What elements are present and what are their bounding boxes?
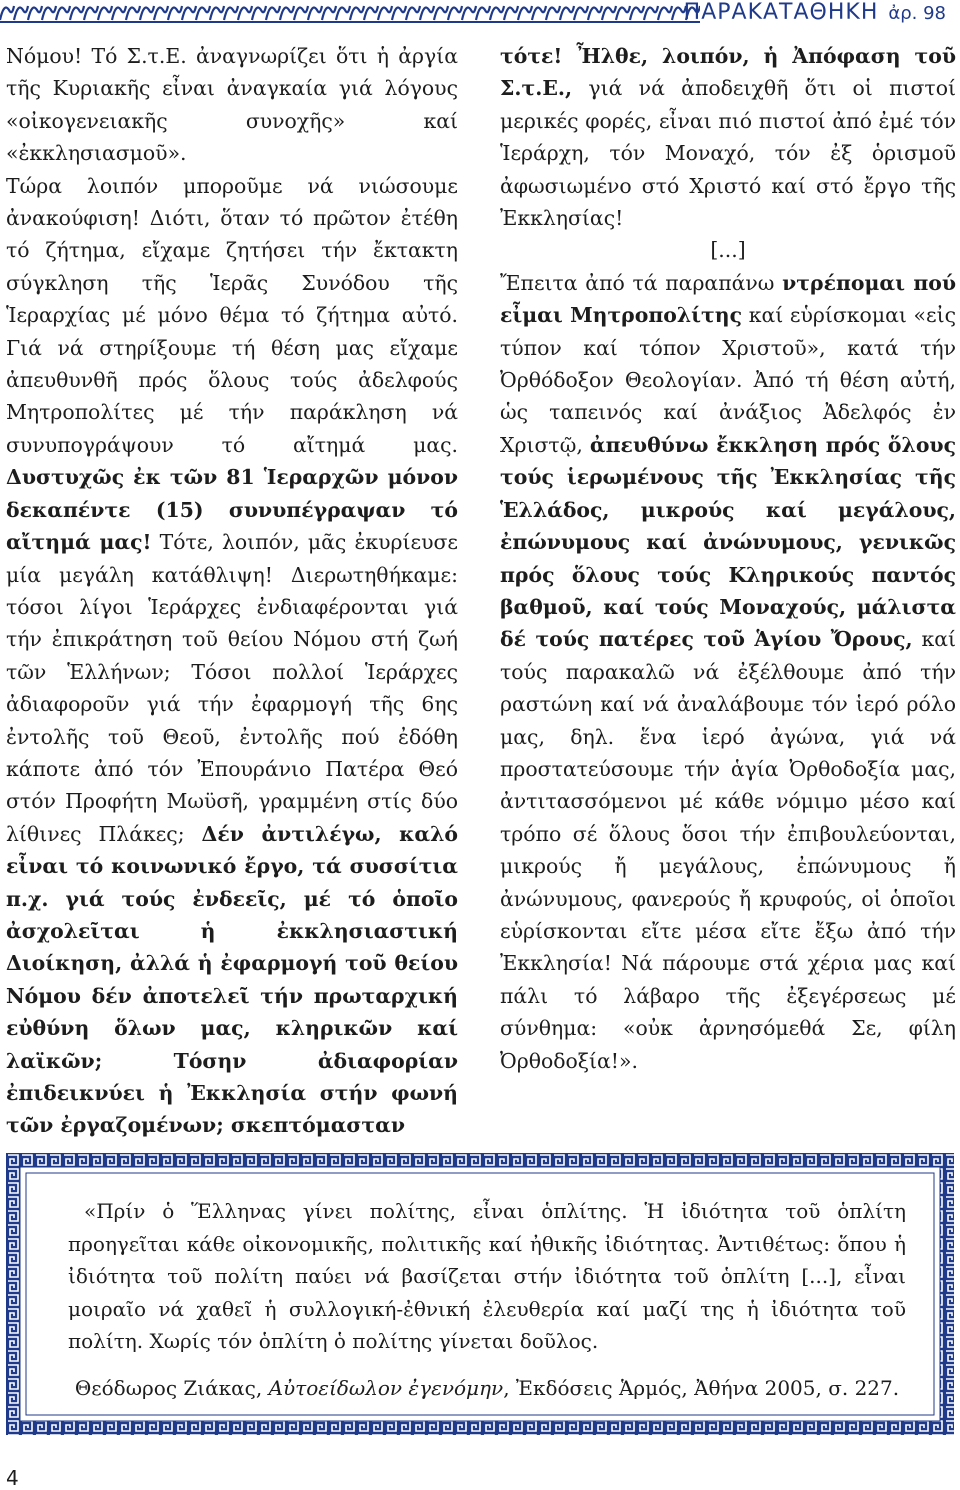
quote-text: «Πρίν ὁ Ἕλληνας γίνει πολίτης, εἶναι ὁπλίτης. Ἡ ἰδιότητα τοῦ ὁπλίτη προηγεῖται κάθε οἰκονομικῆς, πολιτικῆς καί ἠθικῆς ἰδιότητας. Ἀντιθέτως: ὅπου ἡ ἰδιότητα τοῦ πολίτη παύει νά βασίζεται στήν ἰδιότητα τοῦ ὁπλίτη [...], εἶναι μοιραῖο νά χαθεῖ ἡ συλλογική-ἐθνική ἐλευθερία καί μαζί της ἡ ἰδιότητα τοῦ πολίτη. Χωρίς τόν ὁπλίτη ὁ πολίτης γίνεται δοῦλος. xyxy=(68,1199,906,1354)
paragraph xyxy=(6,170,458,1142)
decorative-border-top xyxy=(0,0,700,24)
band-motif xyxy=(42,6,56,20)
band-motif xyxy=(616,6,630,20)
band-motif xyxy=(70,6,84,20)
bold-text: Δέν ἀντιλέγω, καλό εἶναι τό κοινωνικό ἔργο, τά συσσίτια π.χ. γιά τούς ἐνδεεῖς, μέ τό ὁποῖο ἀσχολεῖται ἡ ἐκκλησιαστική Διοίκηση, ἀλλά ἡ ἐφαρμογή τοῦ θείου Νόμου δέν ἀποτελεῖ τήν πρωταρχική εὐθύνη ὅλων μας, κληρικῶν καί λαϊκῶν; Τόσην ἀδιαφορίαν ἐπιδεικνύει ἡ Ἐκκλησία στήν φωνή τῶν ἐργαζομένων; σκεπτόμασταν xyxy=(6,821,459,1138)
band-motif xyxy=(210,6,224,20)
band-motif xyxy=(574,6,588,20)
page-number: 4 xyxy=(6,1466,19,1490)
band-motif xyxy=(490,6,504,20)
bold-text: ντρέπομαι πού εἶμαι Μητροπολίτης xyxy=(500,270,957,328)
text-run: Τώρα λοιπόν μποροῦμε νά νιώσουμε ἀνακούφιση! Διότι, ὅταν τό πρῶτον ἐτέθη τό ζήτημα, εἴχαμε ζητήσει τήν ἔκτακτη σύγκληση τῆς Ἱερᾶς Συνόδου τῆς Ἱεραρχίας μέ μόνο θέμα τό ζήτημα αὐτό. Γιά νά στηρίξουμε τή θέση μας εἴχαμε ἀπευθυνθῆ πρός ὅλους τούς ἀδελφούς Μητροπολίτες μέ τήν παράκληση νά συνυπογράψουν τό αἴτημά μας. xyxy=(6,173,458,457)
band-motif xyxy=(434,6,448,20)
band-motif xyxy=(392,6,406,20)
magazine-title: ΠΑΡΑΚΑΤΑΘΗΚΗ xyxy=(683,0,879,25)
text-run: καί τούς παρακαλῶ νά ἐξέλθουμε ἀπό τήν ραστώνη καί νά ἀναλάβουμε τόν ἱερό ρόλο μας, δηλ. ἕνα ἱερό ἀγώνα, γιά νά προστατεύσουμε τήν ἁγία Ὀρθοδοξία μας, ἀντιτασσόμενοι μέ κάθε νόμιμο μέσο καί τρόπο σέ ὅλους ὅσοι τήν ἐπιβουλεύονται, μικρούς ἤ μεγάλους, ἐπώνυμους ἤ ἀνώνυμους, φανερούς ἤ κρυφούς, οἱ ὁποῖοι εὑρίσκονται εἴτε μέσα εἴτε ἔξω ἀπό τήν Ἐκκλησία! Νά πάρουμε στά χέρια μας καί πάλι τό λάβαρο τῆς ἐξεγέρσεως μέ σύνθημα: «οὐκ ἀρνησόμεθά Σε, φίλη Ὀρθοδοξία!». xyxy=(500,627,957,1073)
quote-publisher: , Ἐκδόσεις Ἁρμός, Ἀθήνα 2005, σ. 227. xyxy=(503,1375,900,1400)
band-motif xyxy=(308,6,322,20)
paragraph xyxy=(500,40,956,234)
band-motif xyxy=(602,6,616,20)
text-run: γιά νά ἀποδειχθῆ ὅτι οἱ πιστοί μερικές φορές, εἶναι πιό πιστοί ἀπό ἐμέ τόν Ἱεράρχη, τόν Μοναχό, τόν ἐξ ὁρισμοῦ ἀφωσιωμένο στό Χριστό καί στό ἔργο τῆς Ἐκκλησίας! xyxy=(500,76,956,231)
right-column xyxy=(500,40,956,1077)
quote-book-title: Αὐτοείδωλον ἐγενόμην xyxy=(268,1375,504,1400)
text-run: καί εὑρίσκομαι «εἰς τύπον καί τόπον Χριστοῦ», κατά τήν Ὀρθόδοξον Θεολογίαν. Ἀπό τή θέση αὐτή, ὡς ταπεινός καί ἀνάξιος Ἀδελφός ἐν Χριστῷ, xyxy=(500,303,956,457)
band-motif xyxy=(658,6,672,20)
band-motif xyxy=(294,6,308,20)
left-column xyxy=(6,40,458,1142)
text-run: Ἔπειτα ἀπό τά παραπάνω xyxy=(500,270,775,295)
band-motif xyxy=(504,6,518,20)
band-motif xyxy=(14,6,28,20)
band-motif xyxy=(154,6,168,20)
bold-text: ἀπευθύνω ἔκκληση πρός ὅλους τούς ἱερωμένους τῆς Ἐκκλησίας τῆς Ἑλλάδος, μικρούς καί μεγάλους, ἐπώνυμους καί ἀνώνυμους, γενικῶς πρός ὅλους τούς Κληρικούς παντός βαθμοῦ, καί τούς Μοναχούς, μάλιστα δέ τούς πατέρες τοῦ Ἁγίου Ὄρους, xyxy=(500,432,956,652)
band-motif xyxy=(630,6,644,20)
bold-text: Δυστυχῶς ἐκ τῶν 81 Ἱεραρχῶν μόνον δεκαπέντε (15) συνυπέγραψαν τό αἴτημά μας! xyxy=(6,465,458,555)
band-motif xyxy=(462,6,476,20)
band-motif xyxy=(336,6,350,20)
band-motif xyxy=(280,6,294,20)
band-motif xyxy=(84,6,98,20)
quote-box xyxy=(6,1153,954,1435)
band-motif xyxy=(168,6,182,20)
band-motif xyxy=(518,6,532,20)
band-motif xyxy=(0,6,14,20)
band-motif xyxy=(378,6,392,20)
band-motif xyxy=(364,6,378,20)
bold-text: τότε! Ἦλθε, λοιπόν, ἡ Ἀπόφαση τοῦ Σ.τ.Ε., xyxy=(500,44,956,101)
band-motif xyxy=(140,6,154,20)
band-motif xyxy=(532,6,546,20)
paragraph xyxy=(500,267,956,1077)
ellipsis: [...] xyxy=(710,238,746,263)
band-motif xyxy=(588,6,602,20)
band-motif xyxy=(406,6,420,20)
band-motif xyxy=(252,6,266,20)
quote-source xyxy=(68,1372,906,1405)
quote-content xyxy=(68,1195,906,1405)
band-motif xyxy=(238,6,252,20)
band-motif xyxy=(98,6,112,20)
band-motif xyxy=(560,6,574,20)
band-motif xyxy=(126,6,140,20)
band-motif xyxy=(182,6,196,20)
issue-number: ἀρ. 98 xyxy=(888,3,946,24)
band-motif xyxy=(350,6,364,20)
text-run: Τότε, λοιπόν, μᾶς ἐκυρίευσε μία μεγάλη κατάθλιψη! Διερωτηθήκαμε: τόσοι λίγοι Ἱεράρχες ἐνδιαφέρονται γιά τήν ἐπικράτηση τοῦ θείου Νόμου στή ζωή τῶν Ἑλλήνων; Τόσοι πολλοί Ἱεράρχες ἀδιαφοροῦν γιά τήν ἐφαρμογή τῆς 6ης ἐντολῆς τοῦ Θεοῦ, ἐντολῆς πού ἐδόθη κάποτε ἀπό τόν Ἐπουράνιο Πατέρα Θεό στόν Προφήτη Μωϋσῆ, γραμμένη στίς δύο λίθινες Πλάκες; xyxy=(6,530,458,846)
band-motif xyxy=(112,6,126,20)
band-motif xyxy=(420,6,434,20)
band-motif xyxy=(28,6,42,20)
paragraph xyxy=(6,40,458,170)
band-motif xyxy=(476,6,490,20)
band-motif xyxy=(196,6,210,20)
quote-author: Θεόδωρος Ζιάκας, xyxy=(74,1375,263,1400)
band-motif xyxy=(56,6,70,20)
band-motif xyxy=(224,6,238,20)
band-motif xyxy=(644,6,658,20)
band-motif xyxy=(546,6,560,20)
page-header xyxy=(684,0,946,28)
band-baseline xyxy=(0,21,700,23)
text-run: Νόμου! Τό Σ.τ.Ε. ἀναγνωρίζει ὅτι ἡ ἀργία τῆς Κυριακῆς εἶναι ἀναγκαία γιά λόγους «οἰκογενειακῆς συνοχῆς» καί «ἐκκλησιασμοῦ». xyxy=(6,44,458,166)
band-motif xyxy=(322,6,336,20)
band-motif xyxy=(448,6,462,20)
band-motif xyxy=(266,6,280,20)
